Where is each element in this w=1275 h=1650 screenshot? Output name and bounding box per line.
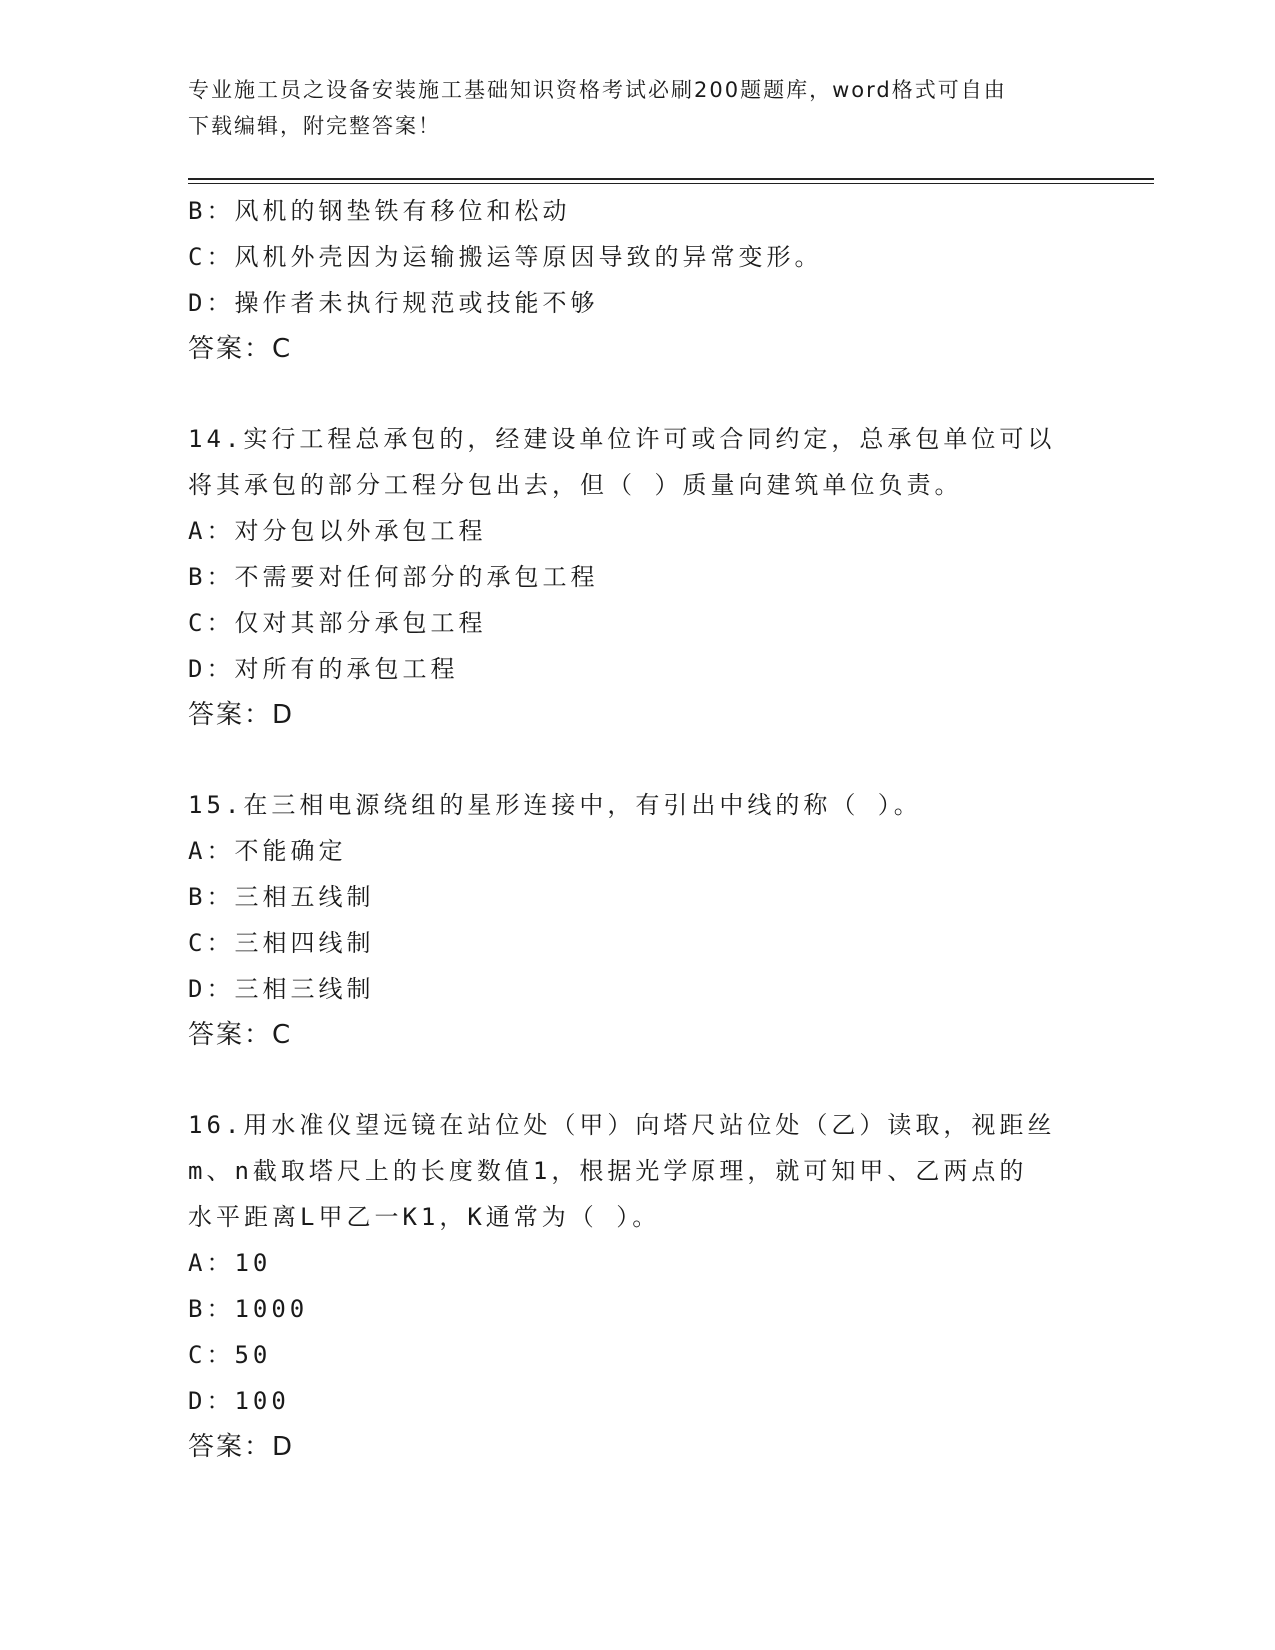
question-stem-line: 将其承包的部分工程分包出去，但（ ）质量向建筑单位负责。 xyxy=(188,471,963,499)
question-stem-line: 14.实行工程总承包的，经建设单位许可或合同约定，总承包单位可以 xyxy=(188,425,1056,453)
option-b: B：三相五线制 xyxy=(188,883,375,911)
option-b: B：1000 xyxy=(188,1295,309,1323)
option-a: A：对分包以外承包工程 xyxy=(188,517,487,545)
option-d: D：三相三线制 xyxy=(188,975,375,1003)
spacer xyxy=(188,1058,1088,1102)
header-divider-thin xyxy=(188,183,1154,184)
question-16 xyxy=(188,1102,1088,1470)
option-d: D：对所有的承包工程 xyxy=(188,655,459,683)
question-list xyxy=(188,188,1088,1470)
document-header xyxy=(188,72,1068,144)
spacer xyxy=(188,372,1088,416)
option-a: A：10 xyxy=(188,1249,272,1277)
answer-line: 答案：D xyxy=(188,1432,295,1462)
option-c: C：风机外壳因为运输搬运等原因导致的异常变形。 xyxy=(188,243,823,271)
question-stem-line: 16.用水准仪望远镜在站位处（甲）向塔尺站位处（乙）读取，视距丝 xyxy=(188,1111,1056,1139)
answer-line: 答案：D xyxy=(188,700,295,730)
question-14 xyxy=(188,416,1088,738)
option-c: C：三相四线制 xyxy=(188,929,375,957)
option-a: A：不能确定 xyxy=(188,837,347,865)
option-c: C：仅对其部分承包工程 xyxy=(188,609,487,637)
spacer xyxy=(188,738,1088,782)
option-c: C：50 xyxy=(188,1341,272,1369)
question-stem-line: 水平距离L甲乙一K1，K通常为（ ）。 xyxy=(188,1203,661,1231)
header-line-2: 下载编辑，附完整答案！ xyxy=(188,114,441,138)
question-13-continued xyxy=(188,188,1088,372)
question-15 xyxy=(188,782,1088,1058)
option-b: B：风机的钢垫铁有移位和松动 xyxy=(188,197,571,225)
option-d: D：操作者未执行规范或技能不够 xyxy=(188,289,599,317)
option-d: D：100 xyxy=(188,1387,290,1415)
question-stem-line: m、n截取塔尺上的长度数值1，根据光学原理，就可知甲、乙两点的 xyxy=(188,1157,1028,1185)
answer-line: 答案：C xyxy=(188,334,293,364)
header-line-1: 专业施工员之设备安装施工基础知识资格考试必刷200题题库，word格式可自由 xyxy=(188,78,1007,102)
header-divider-thick xyxy=(188,178,1154,180)
option-b: B：不需要对任何部分的承包工程 xyxy=(188,563,599,591)
question-stem-line: 15.在三相电源绕组的星形连接中，有引出中线的称（ ）。 xyxy=(188,791,922,819)
answer-line: 答案：C xyxy=(188,1020,293,1050)
